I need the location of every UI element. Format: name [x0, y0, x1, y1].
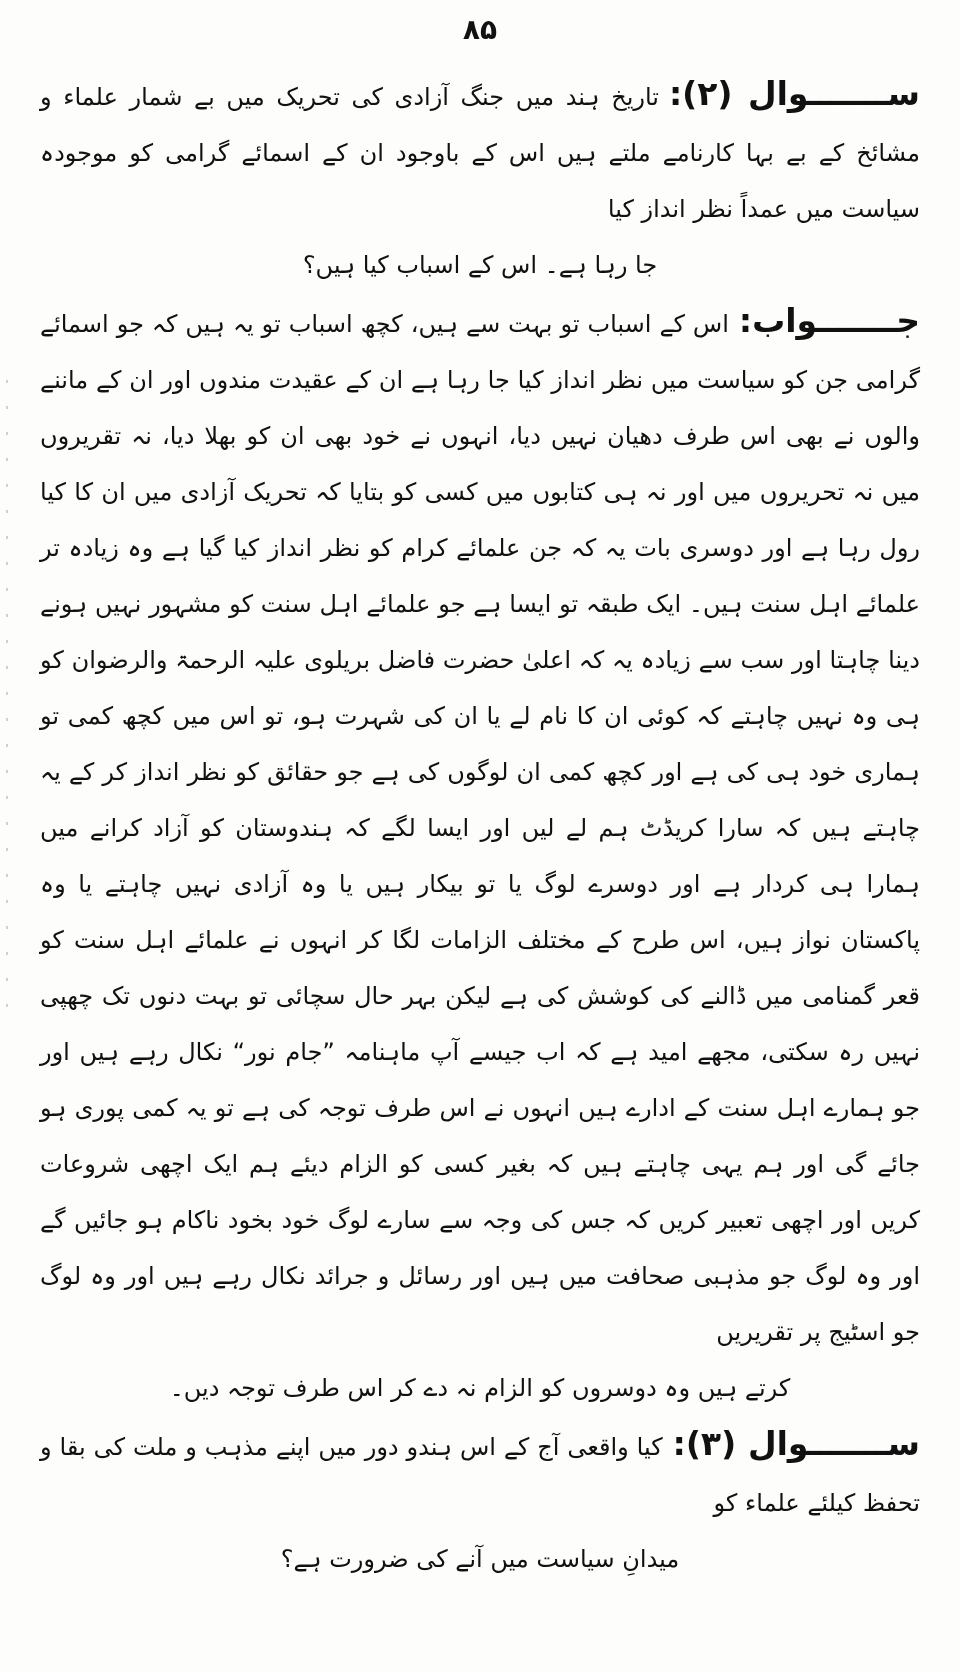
page-number: ۸۵ — [462, 13, 498, 46]
question-2-text: تاریخ ہند میں جنگ آزادی کی تحریک میں بے شمار علماء و مشائخ کے بے بہا کارنامے ملتے ہیں اس کے باوجود ان کے اسمائے گرامی کو موجودہ سیاست میں عمداً نظر انداز کیا — [40, 83, 920, 223]
answer-2-paragraph — [40, 293, 920, 1360]
answer-2-label: جـــــــواب: — [738, 301, 920, 340]
question-3-text: کیا واقعی آج کے اس ہندو دور میں اپنے مذہب و ملت کی بقا و تحفظ کیلئے علماء کو — [40, 1433, 920, 1517]
question-2-paragraph — [40, 66, 920, 237]
answer-2-block — [40, 293, 920, 1416]
question-2-label: ســـــــوال (۲): — [668, 74, 920, 113]
answer-2-tail-line: کرتے ہیں وہ دوسروں کو الزام نہ دے کر اس طرف توجہ دیں۔ — [169, 1374, 791, 1402]
scan-artifact-edge — [6, 380, 8, 1020]
question-3-tail-line: میدانِ سیاست میں آنے کی ضرورت ہے؟ — [280, 1545, 680, 1573]
question-3-block — [40, 1416, 920, 1587]
question-3-label: ســـــــوال (۳): — [672, 1424, 921, 1463]
question-3-paragraph — [40, 1416, 920, 1531]
question-2-block — [40, 66, 920, 293]
question-2-tail-line: جا رہا ہے۔ اس کے اسباب کیا ہیں؟ — [302, 251, 658, 279]
answer-2-text: اس کے اسباب تو بہت سے ہیں، کچھ اسباب تو یہ ہیں کہ جو اسمائے گرامی جن کو سیاست میں نظر انداز کیا جا رہا ہے ان کے عقیدت مندوں اور ان کے ماننے والوں نے بھی اس طرف دھیان نہیں دیا، انہوں نے خود بھی ان کو بھلا دیا، نہ تقریروں میں نہ تحریروں میں اور نہ ہی کتابوں میں کسی کو بتایا کہ تحریک آزادی میں ان کا کیا رول رہا ہے اور دوسری بات یہ کہ جن علمائے کرام کو نظر انداز کیا گیا ہے وہ زیادہ تر علمائے اہل سنت ہیں۔ ایک طبقہ تو ایسا ہے جو علمائے اہل سنت کو مشہور نہیں ہونے دینا چاہتا اور سب سے زیادہ یہ کہ اعلیٰ حضرت فاضل بریلوی علیہ الرحمۃ والرضوان کو ہی وہ نہیں چاہتے کہ کوئی ان کا نام لے یا ان کی شہرت ہو، تو اس میں کچھ کمی تو ہماری خود ہی کی ہے اور کچھ کمی ان لوگوں کی ہے جو حقائق کو نظر انداز کر کے یہ چاہتے ہیں کہ سارا کریڈٹ ہم لے لیں اور ایسا لگے کہ ہندوستان کو آزاد کرانے میں ہمارا ہی کردار ہے اور دوسرے لوگ یا تو بیکار ہیں یا وہ آزادی نہیں چاہتے یا وہ پاکستان نواز ہیں، اس طرح کے مختلف الزامات لگا کر انہوں نے علمائے اہل سنت کو قعر گمنامی میں ڈالنے کی کوشش کی ہے لیکن بہر حال سچائی تو بہت دنوں تک چھپی نہیں رہ سکتی، مجھے امید ہے کہ اب جیسے آپ ماہنامہ ”جام نور“ نکال رہے ہیں اور جو ہمارے اہل سنت کے ادارے ہیں انہوں نے اس طرف توجہ کی ہے تو یہ کمی پوری ہو جائے گی اور ہم یہی چاہتے ہیں کہ بغیر کسی کو الزام دیئے ہم ایک اچھی شروعات کریں اور اچھی تعبیر کریں کہ جس کی وجہ سے سارے لوگ خود بخود ناکام ہو جائیں گے اور وہ لوگ جو مذہبی صحافت میں ہیں اور رسائل و جرائد نکال رہے ہیں اور وہ لوگ جو اسٹیج پر تقریریں — [40, 310, 921, 1346]
